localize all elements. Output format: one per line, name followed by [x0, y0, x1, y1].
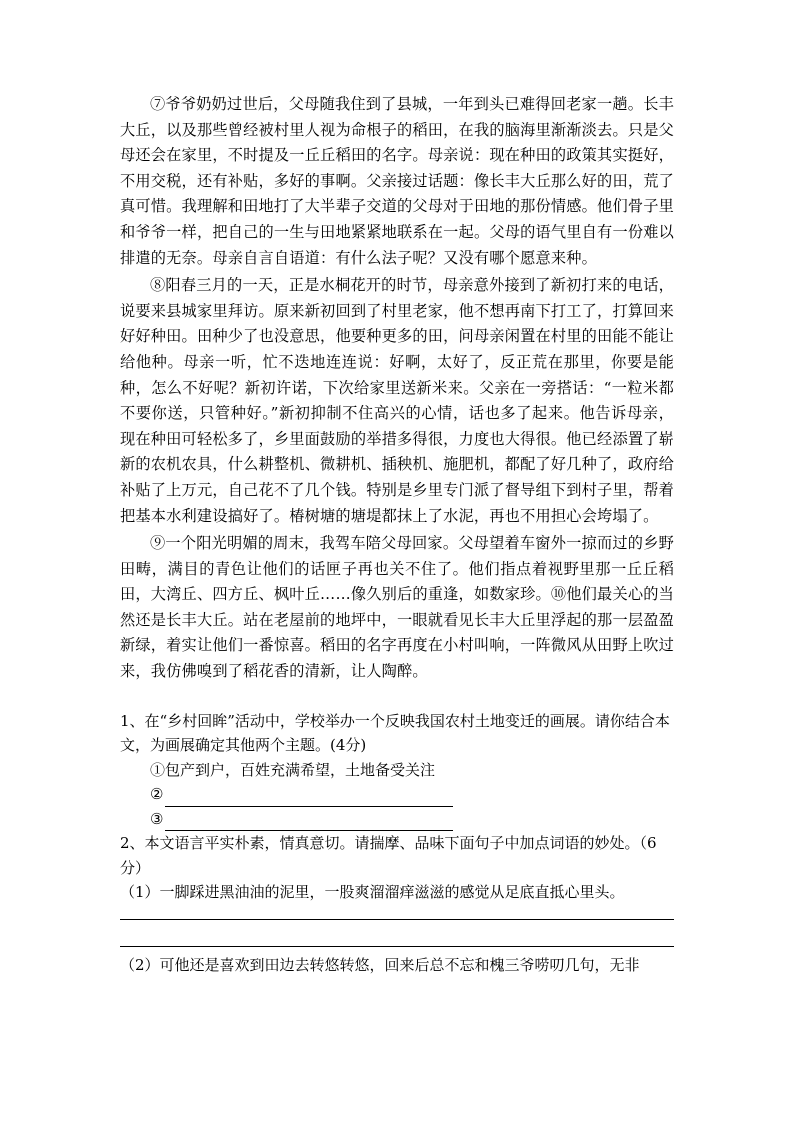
- question-1-prompt: 1、在“乡村回眸”活动中，学校举办一个反映我国农村土地变迁的画展。请你结合本文，为画展确定其他两个主题。(4分): [120, 711, 670, 755]
- question-2-prompt: 2、本文语言平实朴素，情真意切。请揣摩、品味下面句子中加点词语的妙处。（6分）: [120, 834, 657, 877]
- question-2-sub-1: （1）一脚踩进黑油油的泥里，一股爽溜溜痒滋滋的感觉从足底直抵心里头。: [120, 883, 625, 902]
- answer-2-marker: ②: [150, 785, 164, 804]
- question-1-answer-3[interactable]: [120, 807, 674, 832]
- answer-rule-2[interactable]: [120, 946, 674, 947]
- answer-rule-1[interactable]: [120, 919, 674, 920]
- article-paragraph-8: ⑧阳春三月的一天，正是水桐花开的时节，母亲意外接到了新初打来的电话，说要来县城家里拜访。原来新初回到了村里老家，他不想再南下打工了，打算回来好好种田。田种少了也没意思，他要种更多的田，问母亲闲置在村里的田能不能让给他种。母亲一听，忙不迭地连连说：好啊，太好了，反正荒在那里，你要是能种，怎么不好呢？新初许诺，下次给家里送新米来。父亲在一旁搭话：“一粒米都不要你送，只管种好。”新初抑制不住高兴的心情，话也多了起来。他告诉母亲，现在种田可轻松多了，乡里面鼓励的举措多得很，力度也大得很。他已经添置了崭新的农机农具，什么耕整机、微耕机、插秧机、施肥机，都配了好几种了，政府给补贴了上万元，自己花不了几个钱。特别是乡里专门派了督导组下到村子里，帮着把基本水利建设搞好了。椿树塘的塘堤都抹上了水泥，再也不用担心会垮塌了。: [120, 276, 674, 525]
- question-1-answer-2[interactable]: [120, 782, 674, 807]
- question-2-sub-2: （2）可他还是喜欢到田边去转悠转悠，回来后总不忘和槐三爷唠叨几句，无非: [120, 955, 640, 974]
- answer-3-marker: ③: [150, 809, 164, 828]
- answer-3-blank[interactable]: [165, 814, 453, 831]
- spacer: [120, 687, 674, 709]
- document-page: [120, 92, 674, 977]
- question-1-item-1: ①包产到户，百姓充满希望，土地备受关注: [150, 760, 436, 779]
- article-paragraph-9: ⑨一个阳光明媚的周末，我驾车陪父母回家。父母望着车窗外一掠而过的乡野田畴，满目的青色让他们的话匣子再也关不住了。他们指点着视野里那一丘丘稻田，大湾丘、四方丘、枫叶丘……像久别后的重逢，如数家珍。⑩他们最关心的当然还是长丰大丘。站在老屋前的地坪中，一眼就看见长丰大丘里浮起的那一层盈盈新绿，着实让他们一番惊喜。稻田的名字再度在小村叫响，一阵微风从田野上吹过来，我仿佛嗅到了稻花香的清新，让人陶醉。: [120, 534, 674, 681]
- answer-2-blank[interactable]: [165, 790, 453, 807]
- article-paragraph-7: ⑦爷爷奶奶过世后，父母随我住到了县城，一年到头已难得回老家一趟。长丰大丘，以及那些曾经被村里人视为命根子的稻田，在我的脑海里渐渐淡去。只是父母还会在家里，不时提及一丘丘稻田的名字。母亲说：现在种田的政策其实挺好，不用交税，还有补贴，多好的事啊。父亲接过话题：像长丰大丘那么好的田，荒了真可惜。我理解和田地打了大半辈子交道的父母对于田地的那份情感。他们骨子里和爷爷一样，把自己的一生与田地紧紧地联系在一起。父母的语气里自有一份难以排遣的无奈。母亲自言自语道：有什么法子呢？又没有哪个愿意来种。: [120, 95, 674, 267]
